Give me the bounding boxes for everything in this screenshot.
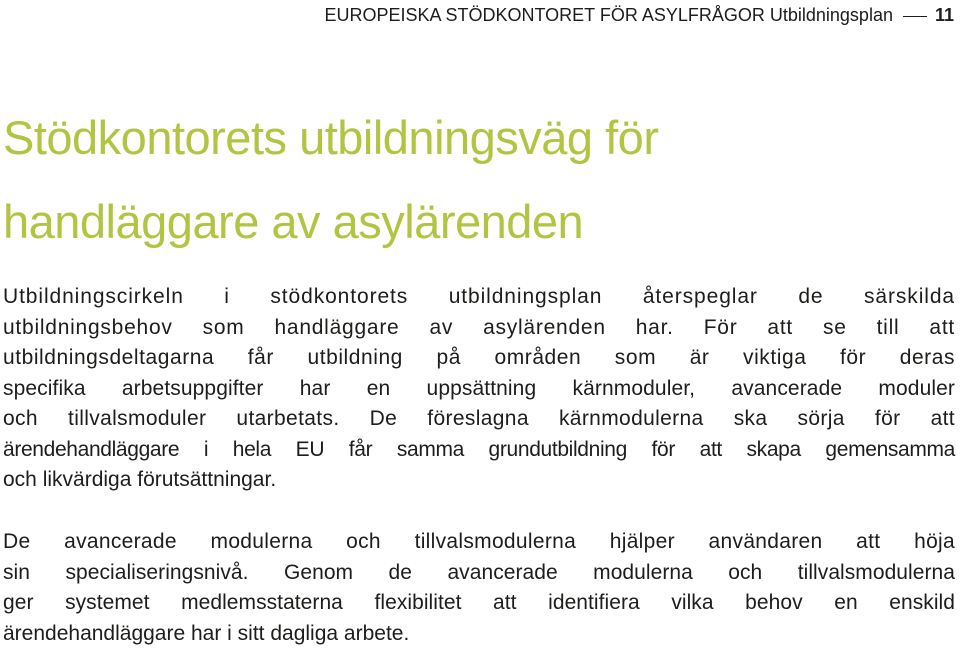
paragraph-line: utbildningsdeltagarna får utbildning på områden som är viktiga för deras <box>3 346 955 369</box>
page-number: 11 <box>934 5 954 25</box>
paragraph-line: sin specialiseringsnivå. Genom de avancerade modulerna och tillvalsmodulerna <box>3 560 955 584</box>
paragraph-line: utbildningsbehov som handläggare av asylärenden har. För att se till att <box>3 315 955 339</box>
page-title-line-1: Stödkontorets utbildningsväg för <box>3 111 659 164</box>
paragraph-line: De avancerade modulerna och tillvalsmodulerna hjälper användaren att höja <box>3 530 955 553</box>
paragraph-line: ärendehandläggare i hela EU får samma grundutbildning för att skapa gemensamma <box>3 437 955 461</box>
paragraph-line: och tillvalsmoduler utarbetats. De föreslagna kärnmodulerna ska sörja för att <box>3 407 955 430</box>
body-paragraph-2 <box>3 527 955 649</box>
paragraph-line: och likvärdiga förutsättningar. <box>3 468 277 491</box>
page-title <box>3 96 953 264</box>
paragraph-line: Utbildningscirkeln i stödkontorets utbildningsplan återspeglar de särskilda <box>3 285 955 308</box>
page-title-line-2: handläggare av asylärenden <box>3 195 584 248</box>
running-header-title: EUROPEISKA STÖDKONTORET FÖR ASYLFRÅGOR Utbildningsplan <box>324 5 893 25</box>
body-paragraph-1 <box>3 282 955 496</box>
paragraph-line: specifika arbetsuppgifter har en uppsättning kärnmoduler, avancerade moduler <box>3 376 955 400</box>
paragraph-line: ger systemet medlemsstaterna flexibilitet att identifiera vilka behov en enskild <box>3 591 955 614</box>
header-rule <box>903 16 927 17</box>
running-header <box>324 4 954 26</box>
paragraph-line: ärendehandläggare har i sitt dagliga arbete. <box>3 621 410 645</box>
